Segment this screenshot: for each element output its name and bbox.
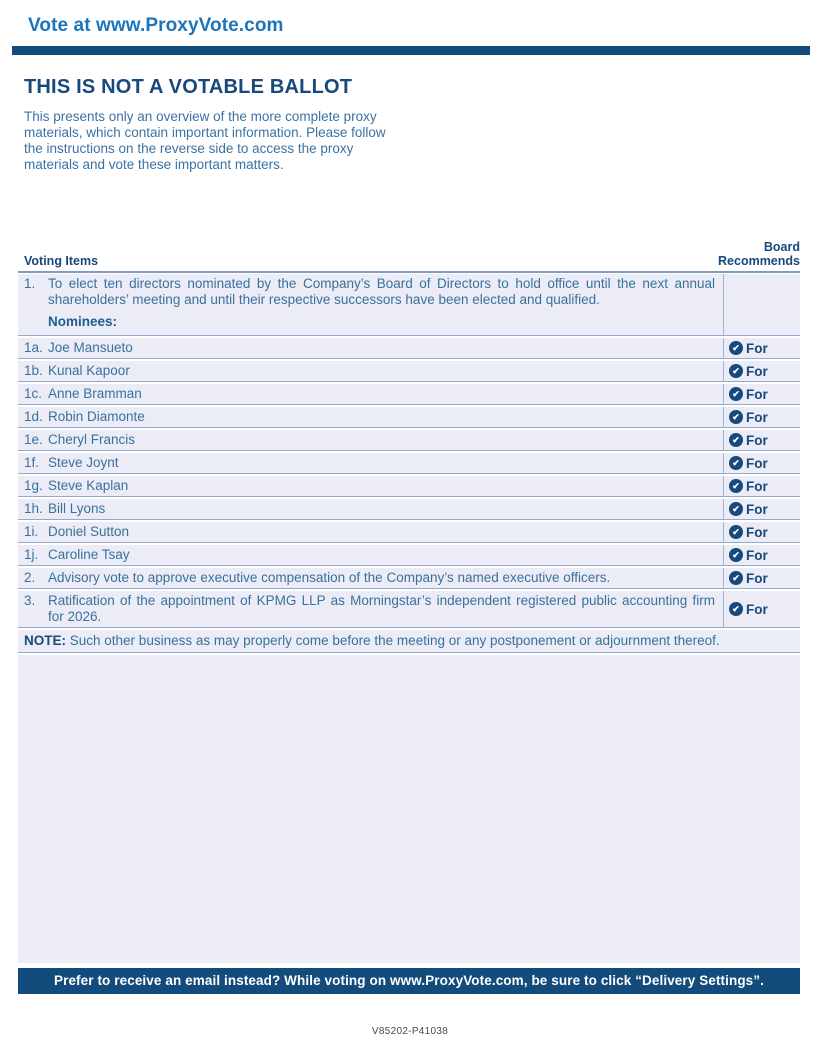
row-text-cell — [48, 338, 723, 358]
vote-cell — [723, 522, 800, 542]
row-number: 1j. — [24, 547, 39, 562]
vote-label: For — [746, 386, 768, 402]
vote-cell — [723, 338, 800, 358]
row-text-cell — [48, 522, 723, 542]
check-icon: ✔ — [729, 602, 743, 616]
check-icon: ✔ — [729, 548, 743, 562]
vote-label: For — [746, 524, 768, 540]
check-icon: ✔ — [729, 571, 743, 585]
voting-row — [18, 384, 800, 405]
row-text-cell — [48, 430, 723, 450]
row-text: Steve Kaplan — [48, 478, 129, 493]
row-number: 1f. — [24, 455, 40, 470]
voting-table — [18, 240, 800, 963]
vote-label: For — [746, 547, 768, 563]
row-text-cell — [48, 476, 723, 496]
voting-items-header: Voting Items — [24, 254, 99, 268]
row-number: 1d. — [24, 409, 43, 424]
note-label: NOTE: — [24, 633, 66, 648]
voting-row — [18, 338, 800, 359]
row-number: 1c. — [24, 386, 43, 401]
voting-row — [18, 430, 800, 451]
note-row — [18, 630, 800, 653]
check-icon: ✔ — [729, 433, 743, 447]
check-icon: ✔ — [729, 387, 743, 401]
row-text: Anne Bramman — [48, 386, 142, 401]
vote-cell — [723, 545, 800, 565]
vote-label: For — [746, 501, 768, 517]
proxyvote-url-text: Vote at www.ProxyVote.com — [28, 15, 284, 36]
row-number: 2. — [24, 570, 36, 585]
voting-row — [18, 568, 800, 589]
vote-label: For — [746, 570, 768, 586]
vote-cell — [723, 384, 800, 404]
voting-row — [18, 591, 800, 628]
vote-label: For — [746, 432, 768, 448]
vote-cell — [723, 430, 800, 450]
row-text-cell — [48, 361, 723, 381]
row-text: Cheryl Francis — [48, 432, 136, 447]
vote-label: For — [746, 478, 768, 494]
row-number: 1h. — [24, 501, 43, 516]
header-rule — [12, 46, 810, 55]
row-number: 1g. — [24, 478, 43, 493]
vote-label: For — [746, 340, 768, 356]
nominees-subheading: Nominees: — [48, 314, 118, 329]
voting-rows — [18, 274, 800, 628]
row-number: 1e. — [24, 432, 43, 447]
voting-row — [18, 545, 800, 566]
vote-cell — [723, 568, 800, 588]
row-number: 1b. — [24, 363, 43, 378]
note-text: Such other business as may properly come before the meeting or any postponement or adjournment thereof. — [69, 633, 720, 648]
vote-cell — [723, 499, 800, 519]
voting-row — [18, 274, 800, 336]
vote-label: For — [746, 409, 768, 425]
row-text: Kunal Kapoor — [48, 363, 130, 378]
row-number: 1. — [24, 276, 36, 291]
row-text-cell — [48, 568, 723, 588]
row-text: Ratification of the appointment of KPMG LLP as Morningstar’s independent registered public accounting firm for 2026. — [48, 593, 715, 624]
vote-label: For — [746, 363, 768, 379]
row-text: Doniel Sutton — [48, 524, 130, 539]
check-icon: ✔ — [729, 525, 743, 539]
row-text-cell — [48, 499, 723, 519]
notice-body: This presents only an overview of the more complete proxy materials, which contain important information. Please follow the instructions on the reverse side to access the proxy materials and vote these important matters. — [24, 109, 386, 172]
voting-row — [18, 407, 800, 428]
row-number: 1a. — [24, 340, 43, 355]
row-text-cell — [48, 407, 723, 427]
row-text: Joe Mansueto — [48, 340, 133, 355]
footer-banner — [18, 968, 800, 994]
check-icon: ✔ — [729, 456, 743, 470]
form-code: V85202-P41038 — [371, 1026, 449, 1037]
row-text: Steve Joynt — [48, 455, 119, 470]
row-text: Caroline Tsay — [48, 547, 130, 562]
vote-cell — [723, 476, 800, 496]
voting-row — [18, 453, 800, 474]
check-icon: ✔ — [729, 364, 743, 378]
vote-cell — [723, 274, 800, 335]
vote-cell — [723, 591, 800, 627]
vote-cell — [723, 361, 800, 381]
notice-title: THIS IS NOT A VOTABLE BALLOT — [24, 76, 353, 98]
vote-cell — [723, 453, 800, 473]
footer-banner-text: Prefer to receive an email instead? While voting on www.ProxyVote.com, be sure to click “Delivery Settings”. — [53, 973, 764, 988]
row-text-cell — [48, 384, 723, 404]
row-text: To elect ten directors nominated by the Company’s Board of Directors to hold office until the next annual shareholders’ meeting and until their respective successors have been elected and qualified. — [48, 276, 715, 307]
vote-label: For — [746, 601, 768, 617]
filler-panel — [18, 655, 800, 963]
voting-row — [18, 499, 800, 520]
row-number: 3. — [24, 593, 36, 608]
row-text: Bill Lyons — [48, 501, 106, 516]
row-text: Robin Diamonte — [48, 409, 145, 424]
row-text-cell — [48, 545, 723, 565]
vote-cell — [723, 407, 800, 427]
board-recommends-header: Board Recommends — [718, 240, 800, 268]
row-number: 1i. — [24, 524, 39, 539]
vote-label: For — [746, 455, 768, 471]
voting-row — [18, 522, 800, 543]
table-header — [18, 240, 800, 273]
row-text-cell — [48, 453, 723, 473]
check-icon: ✔ — [729, 341, 743, 355]
row-text-cell — [48, 274, 723, 335]
page-header — [0, 0, 820, 37]
check-icon: ✔ — [729, 479, 743, 493]
check-icon: ✔ — [729, 502, 743, 516]
check-icon: ✔ — [729, 410, 743, 424]
voting-row — [18, 476, 800, 497]
voting-row — [18, 361, 800, 382]
row-text: Advisory vote to approve executive compensation of the Company’s named executive officers. — [48, 570, 611, 585]
row-text-cell — [48, 591, 723, 627]
